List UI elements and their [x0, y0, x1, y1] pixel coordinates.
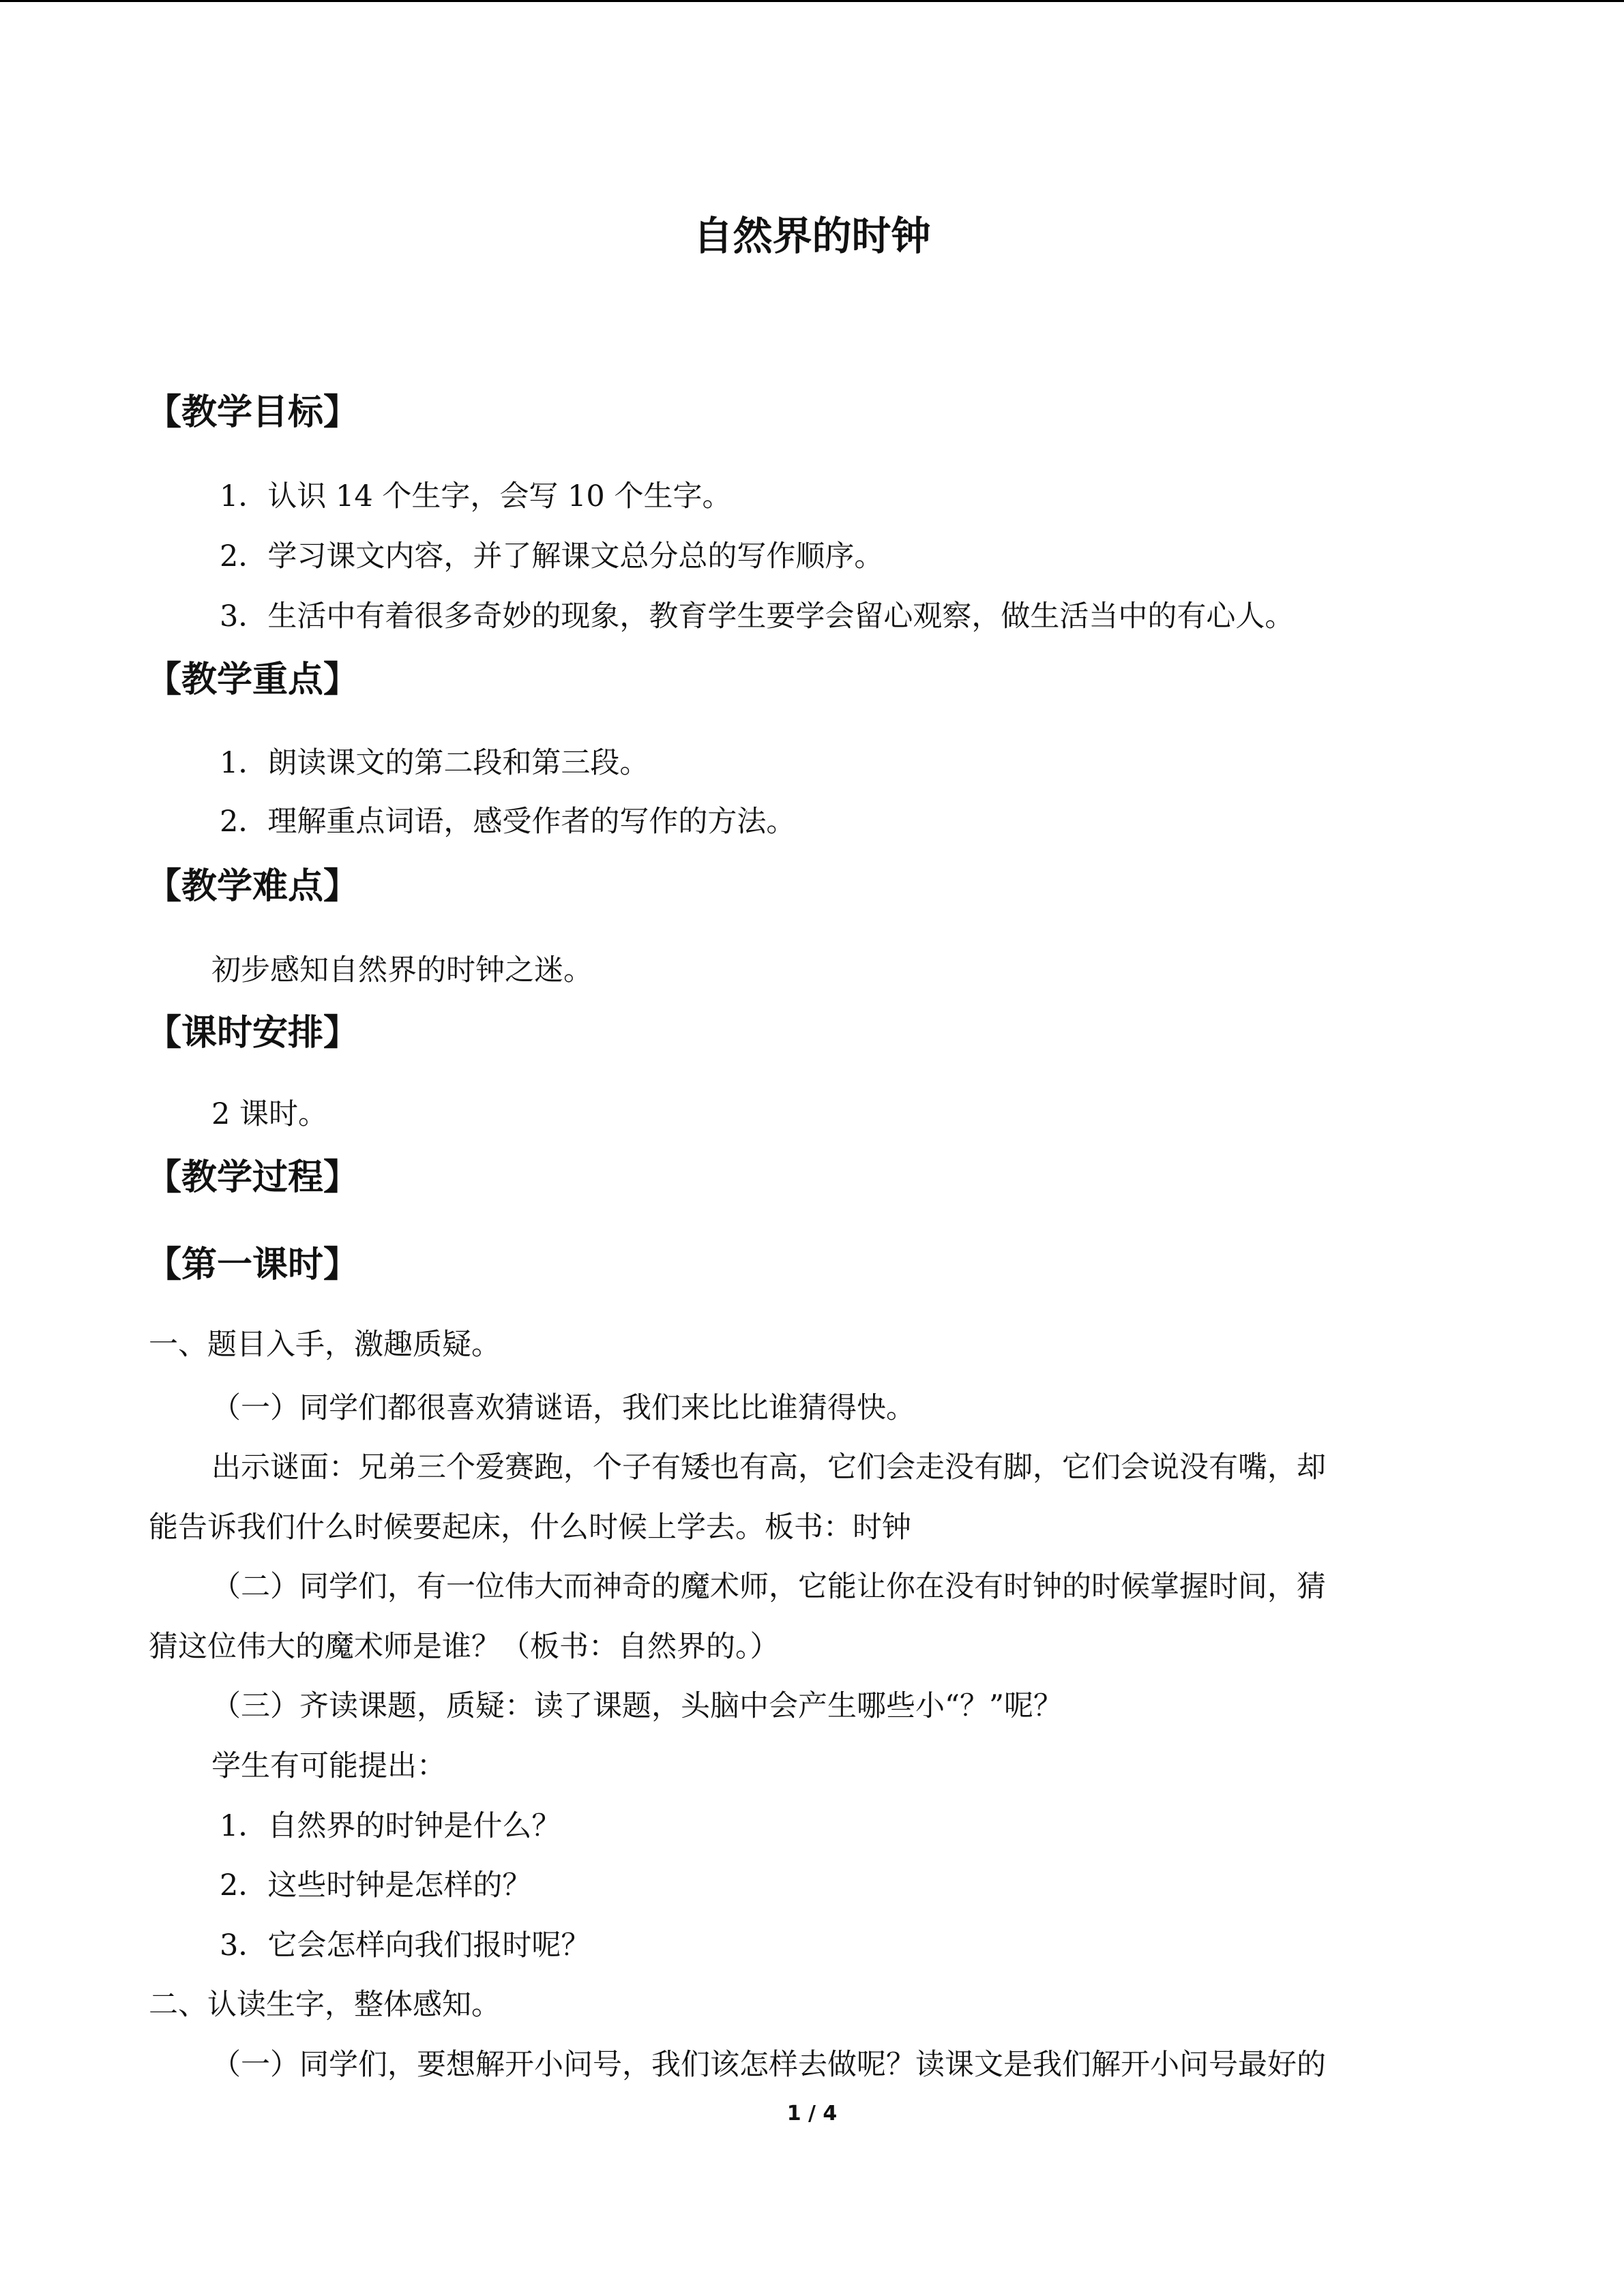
key-point-item: 1．朗读课文的第二段和第三段。 [220, 746, 649, 780]
step-title: 一、题目入手，激趣质疑。 [149, 1328, 501, 1362]
students-may-ask: 学生有可能提出： [211, 1749, 446, 1783]
step-item: 猜这位伟大的魔术师是谁？（板书：自然界的。） [149, 1630, 780, 1664]
heading-first-lesson: 【第一课时】 [146, 1244, 359, 1285]
objective-item: 1．认识 14 个生字，会写 10 个生字。 [220, 479, 732, 513]
top-border [0, 0, 1624, 2]
heading-schedule: 【课时安排】 [146, 1013, 359, 1054]
question-item: 2．这些时钟是怎样的？ [220, 1868, 532, 1903]
riddle-line: 出示谜面：兄弟三个爱赛跑，个子有矮也有高，它们会走没有脚，它们会说没有嘴，却 [211, 1450, 1326, 1485]
difficulty-text: 初步感知自然界的时钟之迷。 [211, 953, 593, 987]
heading-difficulties: 【教学难点】 [146, 866, 359, 907]
step-item: （一）同学们，要想解开小问号，我们该怎样去做呢？读课文是我们解开小问号最好的 [211, 2048, 1326, 2082]
heading-objectives: 【教学目标】 [146, 392, 359, 433]
step-title: 二、认读生字，整体感知。 [149, 1988, 501, 2022]
heading-key-points: 【教学重点】 [146, 659, 359, 700]
question-item: 1．自然界的时钟是什么？ [220, 1809, 561, 1843]
objective-item: 2．学习课文内容，并了解课文总分总的写作顺序。 [220, 539, 884, 573]
key-point-item: 2．理解重点词语，感受作者的写作的方法。 [220, 805, 796, 839]
riddle-line: 能告诉我们什么时候要起床，什么时候上学去。板书：时钟 [149, 1510, 911, 1545]
document-title: 自然界的时钟 [693, 213, 931, 259]
question-item: 3．它会怎样向我们报时呢？ [220, 1928, 591, 1963]
schedule-text: 2 课时。 [211, 1097, 328, 1131]
step-item: （二）同学们，有一位伟大而神奇的魔术师，它能让你在没有时钟的时候掌握时间，猜 [211, 1570, 1326, 1604]
step-item: （一）同学们都很喜欢猜谜语，我们来比比谁猜得快。 [211, 1391, 915, 1425]
step-item: （三）齐读课题，质疑：读了课题，头脑中会产生哪些小“？”呢？ [211, 1689, 1063, 1723]
heading-process: 【教学过程】 [146, 1157, 359, 1198]
page-indicator: 1 / 4 [786, 2102, 838, 2126]
objective-item: 3．生活中有着很多奇妙的现象，教育学生要学会留心观察，做生活当中的有心人。 [220, 599, 1295, 633]
